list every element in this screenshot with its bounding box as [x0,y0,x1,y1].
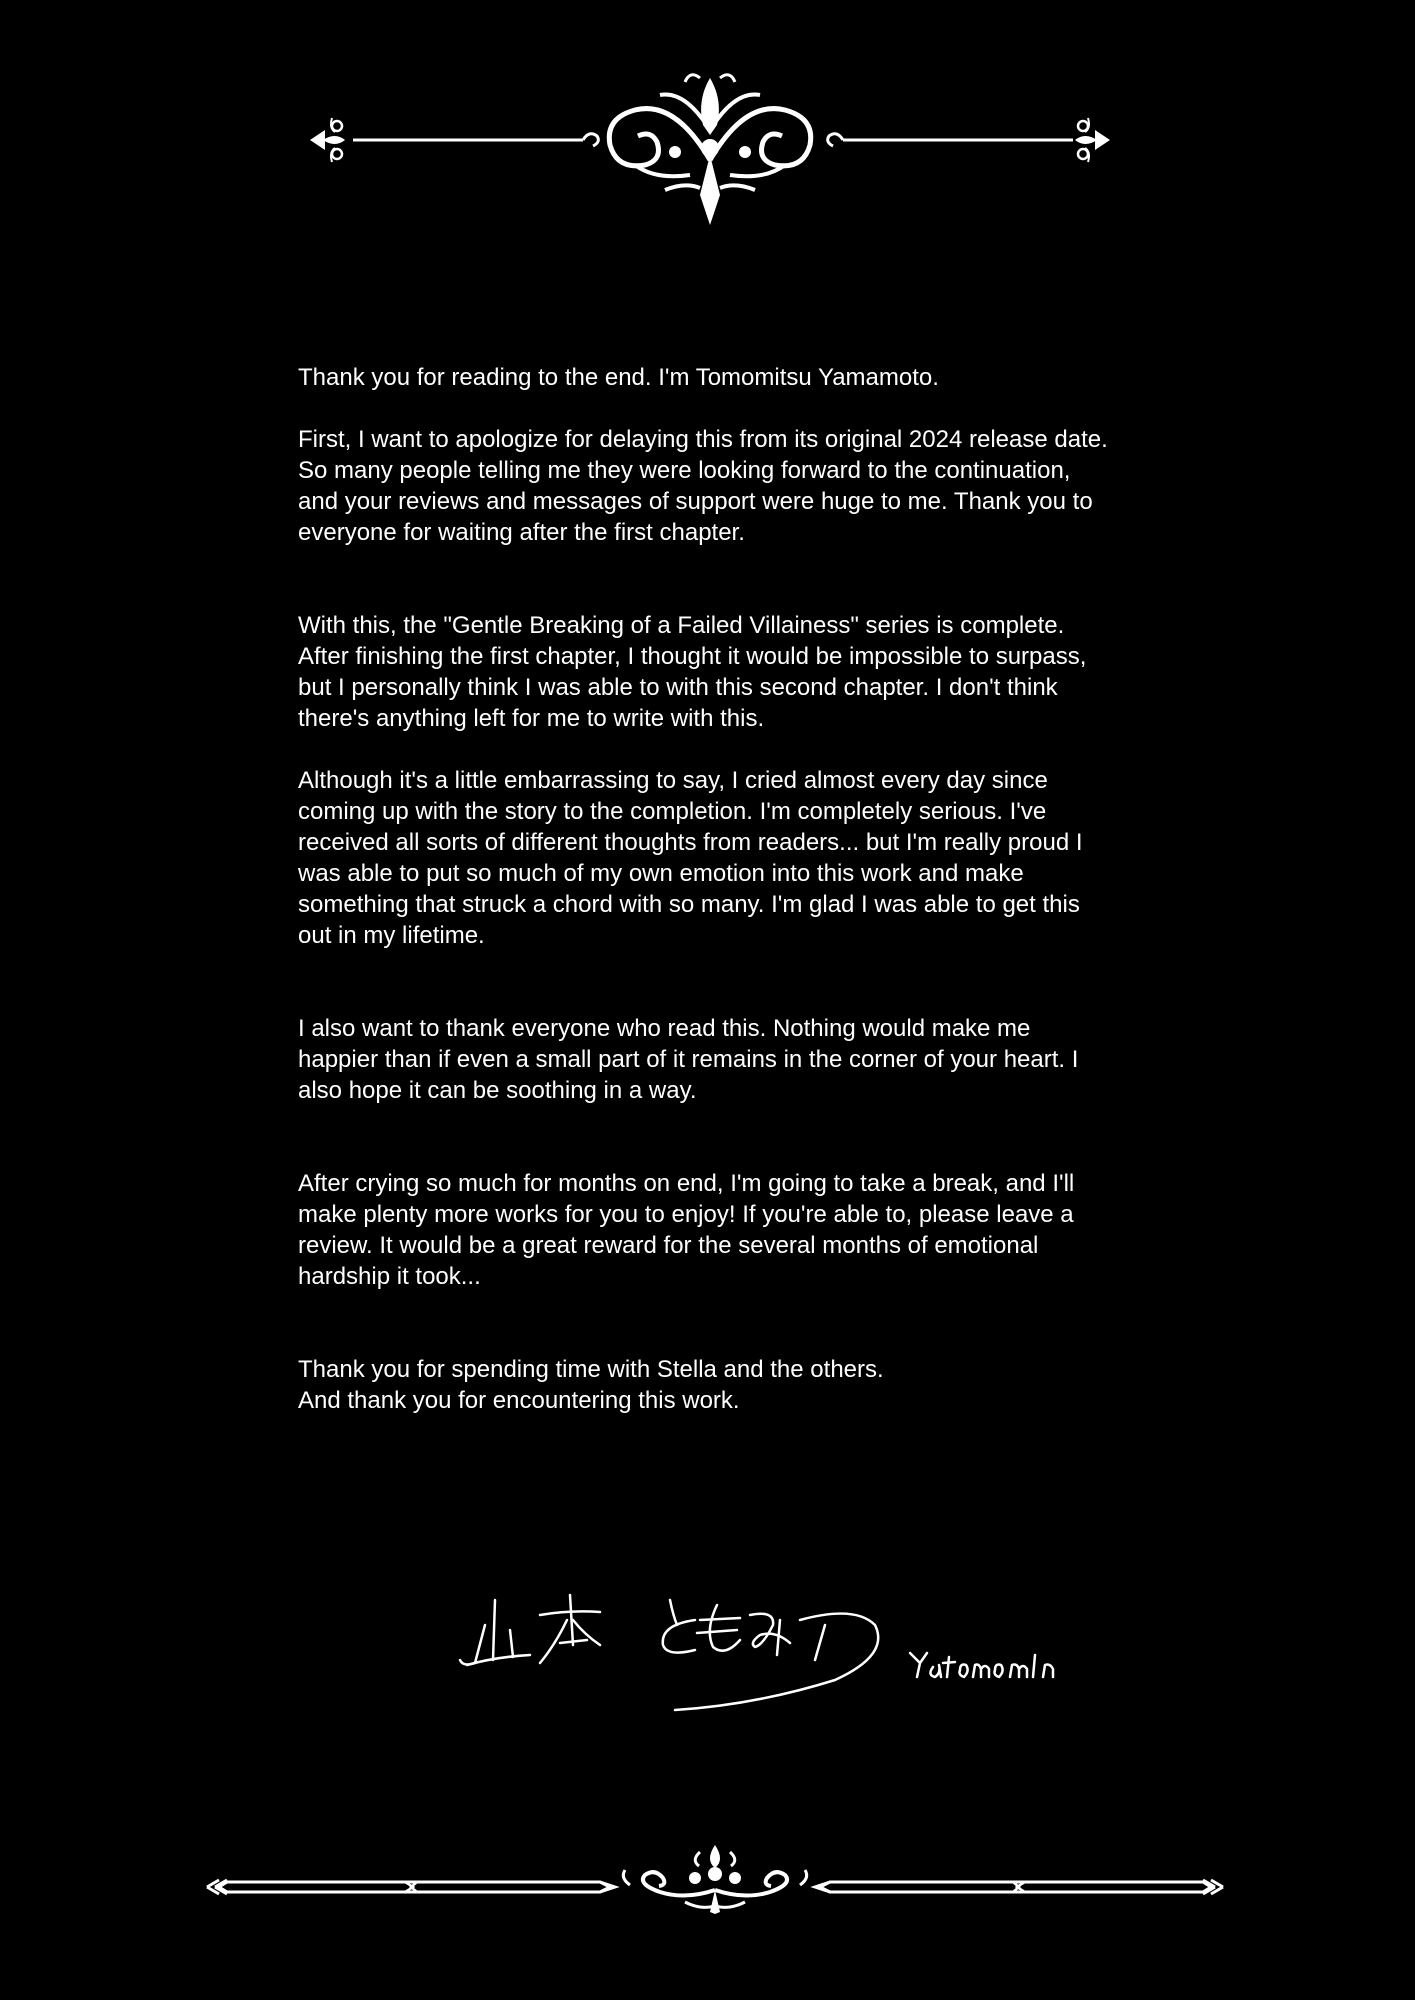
bottom-ornament-divider-icon [205,1840,1225,1915]
letter-paragraph: I also want to thank everyone who read this. Nothing would make me happier than if even a small part of it remains in the corner of your heart. I also hope it can be soothing in a way. [298,1015,1079,1104]
letter-paragraph: Thank you for reading to the end. I'm Tomomitsu Yamamoto. [298,364,939,391]
letter-paragraph: With this, the "Gentle Breaking of a Failed Villainess" series is complete. After finishing the first chapter, I thought it would be impossible to surpass, but I personally think I was able to with this second chapter. I don't think there's anything left for me to write with this. [298,612,1087,732]
letter-paragraph: Thank you for spending time with Stella and the others. And thank you for encountering this work. [298,1356,884,1414]
author-signature-icon [455,1585,1075,1725]
letter-paragraph: Although it's a little embarrassing to say, I cried almost every day since coming up with the story to the completion. I'm completely serious. I've received all sorts of different thoughts from readers... but I'm really proud I was able to put so much of my own emotion into this work and make something that struck a chord with so many. I'm glad I was able to get this out in my lifetime. [298,767,1083,949]
top-ornament-divider-icon [305,70,1115,230]
letter-paragraph: First, I want to apologize for delaying this from its original 2024 release date. So many people telling me they were looking forward to the continuation, and your reviews and messages of support were huge to me. Thank you to everyone for waiting after the first chapter. [298,426,1108,546]
right-finial-icon [1075,118,1110,162]
letter-paragraph: After crying so much for months on end, I'm going to take a break, and I'll make plenty more works for you to enjoy! If you're able to, please leave a review. It would be a great reward for the several months of emotional hardship it took... [298,1170,1075,1290]
left-finial-icon [310,118,345,162]
afterword-letter [298,362,1198,1416]
